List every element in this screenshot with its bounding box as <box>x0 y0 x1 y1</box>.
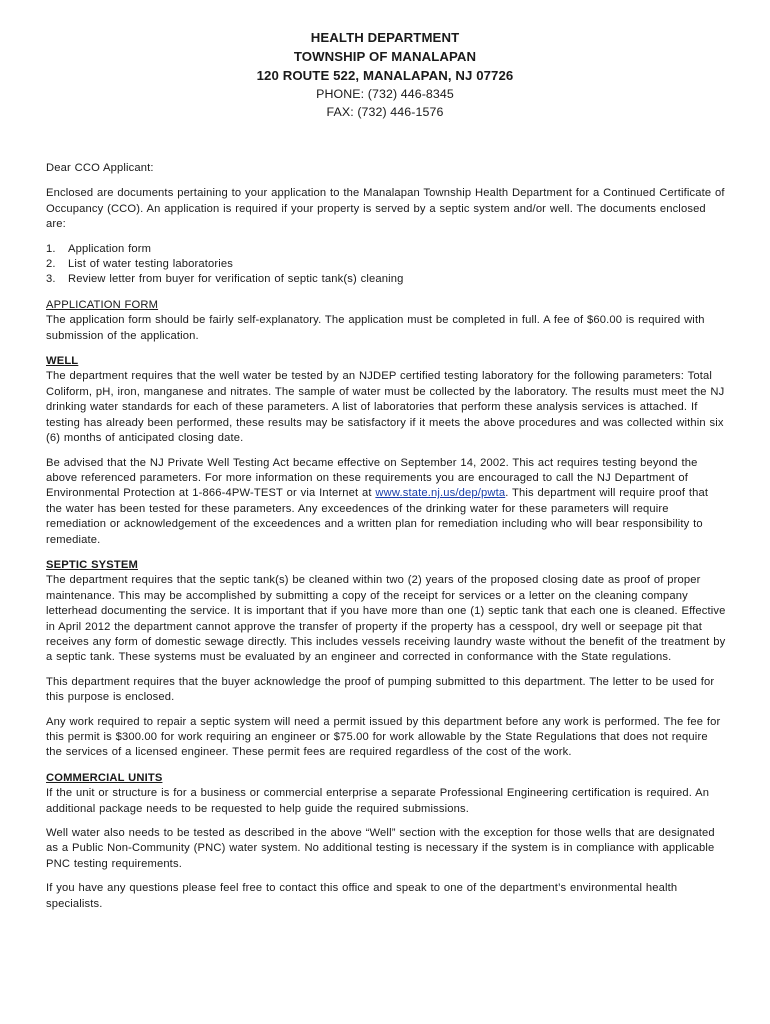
letterhead <box>0 28 770 121</box>
letter-body <box>46 161 726 912</box>
septic-paragraph-2: This department requires that the buyer acknowledge the proof of pumping submitted to this department. The letter to be used for this purpose is enclosed. <box>46 675 715 704</box>
list-item: 2. List of water testing laboratories <box>46 258 234 271</box>
commercial-heading: COMMERCIAL UNITS <box>46 771 163 784</box>
application-form-heading: APPLICATION FORM <box>46 298 159 311</box>
list-item: 1. Application form <box>46 242 152 255</box>
septic-paragraph-3: Any work required to repair a septic system will need a permit issued by this department before any work is performed. The fee for this permit is $300.00 for work requiring an engineer or $75.00 for work allowable by the State Regulations that does not require the services of a licensed engineer. These permit fees are required regardless of the cost of the work. <box>46 715 721 759</box>
intro-paragraph: Enclosed are documents pertaining to your application to the Manalapan Township Health Department for a Continued Certificate of Occupancy (CCO). An application is required if your property is served by a septic system and/or well. The documents enclosed are: <box>46 187 725 231</box>
township-name: TOWNSHIP OF MANALAPAN <box>293 49 477 64</box>
phone: PHONE: (732) 446-8345 <box>316 87 454 101</box>
salutation: Dear CCO Applicant: <box>46 162 154 174</box>
pwta-link[interactable]: www.state.nj.us/dep/pwta <box>375 487 506 500</box>
address: 120 ROUTE 522, MANALAPAN, NJ 07726 <box>256 68 514 83</box>
well-paragraph-1: The department requires that the well water be tested by an NJDEP certified testing laboratory for the following parameters: Total Coliform, pH, iron, manganese and nitrates. The sample of water must be collected by the laboratory. The results must meet the NJ drinking water standards for each of these parameters. A list of laboratories that perform these analysis services is attached. If testing has already been performed, these results may be satisfactory if it meets the above procedures and was collected within six (6) months of anticipated closing date. <box>46 370 725 445</box>
well-paragraph-2: Be advised that the NJ Private Well Testing Act became effective on September 14, 2002. This act requires testing beyond the above referenced parameters. For more information on these requirements you are encouraged to call the NJ Department of Environmental Protection at 1-866-4PW-TEST or via Internet at www.state.nj.us/dep/pwta. This department will require proof that the water has been tested for these parameters. Any exceedences of the drinking water for these parameters will require remediation or acknowledgement of the exceedences and a written plan for remediation including who will bear responsibility to remediate. <box>46 456 709 546</box>
documents-list <box>46 242 726 288</box>
commercial-paragraph-1: If the unit or structure is for a business or commercial enterprise a separate Professional Engineering certification is required. An additional package needs to be requested to help guide the required submissions. <box>46 787 710 815</box>
septic-paragraph-1: The department requires that the septic tank(s) be cleaned within two (2) years of the proposed closing date as proof of proper maintenance. This may be accomplished by submitting a copy of the receipt for services or a letter on the cleaning company letterhead documenting the service. It is important that if you have more than one (1) septic tank that each one is cleaned. Effective in April 2012 the department cannot approve the transfer of property if the property has a cesspool, dry well or seepage pit that receives any form of domestic sewage directly. This includes vessels receiving laundry waste without the benefit of the treatment by a septic tank. These systems must be evaluated by an engineer and corrected in conformance with the State regulations. <box>46 574 726 664</box>
commercial-paragraph-2: Well water also needs to be tested as described in the above “Well” section with the exception for those wells that are designated as a Public Non-Community (PNC) water system. No additional testing is necessary if the system is in compliance with applicable PNC testing requirements. <box>46 827 715 870</box>
closing-paragraph: If you have any questions please feel free to contact this office and speak to one of the department’s environmental health specialists. <box>46 882 678 910</box>
application-form-paragraph: The application form should be fairly self-explanatory. The application must be completed in full. A fee of $60.00 is required with submission of the application. <box>46 314 705 342</box>
septic-heading: SEPTIC SYSTEM <box>46 558 138 571</box>
department-name: HEALTH DEPARTMENT <box>310 30 460 45</box>
well-heading: WELL <box>46 355 79 368</box>
list-item: 3. Review letter from buyer for verification of septic tank(s) cleaning <box>46 273 404 286</box>
fax: FAX: (732) 446-1576 <box>326 105 444 119</box>
